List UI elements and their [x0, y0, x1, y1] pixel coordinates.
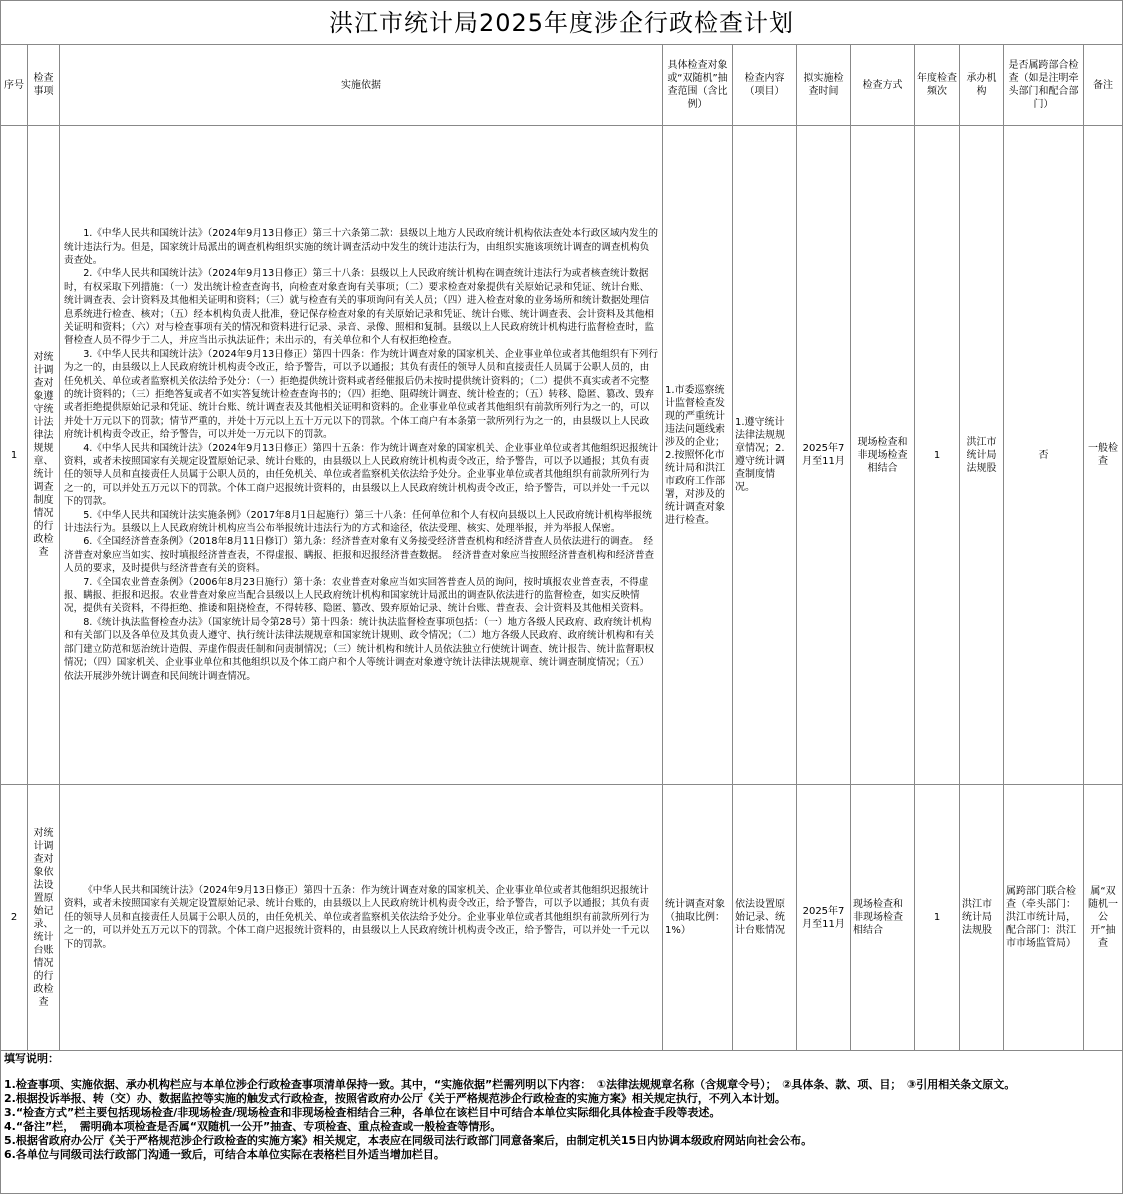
notes-title: 填写说明：: [4, 1052, 59, 1065]
header-method: 检查方式: [851, 45, 915, 126]
header-row: [1, 45, 1123, 126]
basis-paragraph: 8.《统计执法监督检查办法》（国家统计局令第28号）第十四条：统计执法监督检查事项包括：（一）地方各级人民政府、政府统计机构和有关部门以及各单位及其负责人遵守、执行统计法律法规规章和国家统计规则、政令情况；（二）地方各级人民政府、政府统计机构和有关部门建立防范和惩治统计造假、弄虚作假责任制和问责制情况；（三）统计机构和统计人员依法独立行使统计调查、统计报告、统计监督职权情况；（四）国家机关、企业事业单位和其他组织以及个体工商户和个人等统计调查对象遵守统计法律法规规章、统计调查制度情况；（五）依法开展涉外统计调查和民间统计调查情况。: [64, 616, 655, 682]
row-method: 现场检查和非现场检查相结合: [851, 785, 915, 1051]
row-seq: 1: [1, 126, 28, 785]
note-item: 4.“备注”栏， 需明确本项检查是否属“双随机一公开”抽查、专项检查、重点检查或一般检查等情形。: [4, 1120, 502, 1133]
basis-paragraph: 《中华人民共和国统计法》（2024年9月13日修正）第四十五条：作为统计调查对象的国家机关、企业事业单位或者其他组织迟报统计资料，或者未按照国家有关规定设置原始记录、统计台账的，由县级以上人民政府统计机构责令改正，给予警告，可以予以通报；其负有责任的领导人员和直接责任人员属于公职人员的，由任免机关、单位或者监察机关依法给予处分。企业事业单位或者其他组织有前款所列行为之一的，可以并处五万元以下的罚款。个体工商户迟报统计资料的，由县级以上人民政府统计机构责令改正，给予警告，可以并处一千元以下的罚款。: [64, 884, 650, 950]
note-item: 6.各单位与同级司法行政部门沟通一致后，可结合本单位实际在表格栏目外适当增加栏目。: [4, 1148, 445, 1161]
note-item: 2.根据投诉举报、转（交）办、数据监控等实施的触发式行政检查，按照省政府办公厅《关于严格规范涉企行政检查的实施方案》相关规定执行，不列入本计划。: [4, 1092, 786, 1105]
row-cross-department: 属跨部门联合检查（牵头部门：洪江市统计局，配合部门：洪江市市场监管局）: [1004, 785, 1084, 1051]
row-organization: 洪江市统计局法规股: [960, 126, 1004, 785]
header-item: 检查事项: [28, 45, 60, 126]
row-method: 现场检查和非现场检查相结合: [851, 126, 915, 785]
table-row: [1, 785, 1123, 1051]
row-content: 依法设置原始记录、统计台账情况: [733, 785, 797, 1051]
row-time: 2025年7月至11月: [797, 126, 851, 785]
filling-notes: [0, 1048, 1123, 1194]
header-content: 检查内容（项目）: [733, 45, 797, 126]
basis-paragraph: 2.《中华人民共和国统计法》（2024年9月13日修正）第三十八条：县级以上人民政府统计机构在调查统计违法行为或者核查统计数据时，有权采取下列措施：（一）发出统计检查查询书，向检查对象查询有关事项；（二）要求检查对象提供有关原始记录和凭证、统计台账、统计调查表、会计资料及其他相关证明和资料；（三）就与检查有关的事项询问有关人员；（四）进入检查对象的业务场所和统计数据处理信息系统进行检查、核对；（五）经本机构负责人批准，登记保存检查对象的有关原始记录和凭证、统计台账、统计调查表、会计资料及其他相关证明和资料；（六）对与检查事项有关的情况和资料进行记录、录音、录像、照相和复制。县级以上人民政府统计机构进行监督检查时，监督检查人员不得少于二人，并应当出示执法证件；未出示的，有关单位和个人有权拒绝检查。: [64, 268, 655, 347]
header-scope: 具体检查对象或“双随机”抽查范围（含比例）: [663, 45, 733, 126]
row-content: 1.遵守统计法律法规规章情况；2.遵守统计调查制度情况。: [733, 126, 797, 785]
row-scope: 1.市委巡察统计监督检查发现的严重统计违法问题线索涉及的企业；2.按照怀化市统计局和洪江市政府工作部署，对涉及的统计调查对象进行检查。: [663, 126, 733, 785]
header-basis: 实施依据: [60, 45, 663, 126]
basis-paragraph: 1.《中华人民共和国统计法》（2024年9月13日修正）第三十六条第二款：县级以上地方人民政府统计机构依法查处本行政区域内发生的统计违法行为。但是，国家统计局派出的调查机构组织实施的统计调查活动中发生的统计违法行为，由组织实施该项统计调查的调查机构负责查处。: [64, 228, 658, 266]
basis-paragraph: 3.《中华人民共和国统计法》（2024年9月13日修正）第四十四条：作为统计调查对象的国家机关、企业事业单位或者其他组织有下列行为之一的，由县级以上人民政府统计机构责令改正，给予警告，可以予以通报；其负有责任的领导人员和直接责任人员属于公职人员的，由任免机关、单位或者监察机关依法给予处分：（一）拒绝提供统计资料或者经催报后仍未按时提供统计资料的；（二）提供不真实或者不完整的统计资料的；（三）拒绝答复或者不如实答复统计检查查询书的；（四）拒绝、阻碍统计调查、统计检查的；（五）转移、隐匿、篡改、毁弃或者拒绝提供原始记录和凭证、统计台账、统计调查表及其他相关证明和资料的。企业事业单位或者其他组织有前款所列行为之一的，可以并处十万元以下的罚款；情节严重的，并处十万元以上五十万元以下的罚款。个体工商户有本条第一款所列行为之一的，由县级以上人民政府统计机构责令改正，给予警告，可以并处一万元以下的罚款。: [64, 348, 658, 441]
header-remark: 备注: [1084, 45, 1123, 126]
row-organization: 洪江市统计局法规股: [960, 785, 1004, 1051]
row-basis: [60, 785, 663, 1051]
row-seq: 2: [1, 785, 28, 1051]
row-remark: 属“双随机一公开”抽查: [1084, 785, 1123, 1051]
page-title: 洪江市统计局2025年度涉企行政检查计划: [0, 0, 1123, 45]
header-seq: 序号: [1, 45, 28, 126]
row-item: 对统计调查对象遵守统计法律法规规章、统计调查制度情况的行政检查: [28, 126, 60, 785]
note-item: 5.根据省政府办公厅《关于严格规范涉企行政检查的实施方案》相关规定，本表应在同级司法行政部门同意备案后，由制定机关15日内协调本级政府网站向社会公布。: [4, 1134, 813, 1147]
header-frequency: 年度检查频次: [915, 45, 960, 126]
notes-list: [1, 1078, 1122, 1162]
row-frequency: 1: [915, 126, 960, 785]
basis-paragraph: 6.《全国经济普查条例》（2018年8月11日修订）第九条：经济普查对象有义务接受经济普查机构和经济普查人员依法进行的调查。 经济普查对象应当如实、按时填报经济普查表，不得虚报、瞒报、拒报和迟报经济普查数据。 经济普查对象应当按照经济普查机构和经济普查人员的要求，及时提供与经济普查有关的资料。: [64, 536, 655, 575]
note-item: 1.检查事项、实施依据、承办机构栏应与本单位涉企行政检查事项清单保持一致。其中，“实施依据”栏需列明以下内容： ①法律法规规章名称（含规章令号）； ②具体条、款、项、目； ③引用相关条文原文。: [4, 1078, 1016, 1091]
row-basis: [60, 126, 663, 785]
header-cross-department: 是否属跨部合检查（如是注明牵头部门和配合部门）: [1004, 45, 1084, 126]
note-item: 3.“检查方式”栏主要包括现场检查/非现场检查/现场检查和非现场检查相结合三种，各单位在该栏目中可结合本单位实际细化具体检查手段等表述。: [4, 1106, 721, 1119]
row-frequency: 1: [915, 785, 960, 1051]
plan-table: [0, 44, 1123, 1051]
header-organization: 承办机构: [960, 45, 1004, 126]
basis-paragraph: 4.《中华人民共和国统计法》（2024年9月13日修正）第四十五条：作为统计调查对象的国家机关、企业事业单位或者其他组织迟报统计资料，或者未按照国家有关规定设置原始记录、统计台账的，由县级以上人民政府统计机构责令改正，给予警告，可以予以通报；其负有责任的领导人员和直接责任人员属于公职人员的，由任免机关、单位或者监察机关依法给予处分。企业事业单位或者其他组织有前款所列行为之一的，可以并处五万元以下的罚款。个体工商户迟报统计资料的，由县级以上人民政府统计机构责令改正，给予警告，可以并处一千元以下的罚款。: [64, 442, 658, 508]
table-row: [1, 126, 1123, 785]
row-cross-department: 否: [1004, 126, 1084, 785]
row-remark: 一般检查: [1084, 126, 1123, 785]
row-item: 对统计调查对象依法设置原始记录、统计台账情况的行政检查: [28, 785, 60, 1051]
header-time: 拟实施检查时间: [797, 45, 851, 126]
basis-paragraph: 7.《全国农业普查条例》（2006年8月23日施行）第十条：农业普查对象应当如实回答普查人员的询问，按时填报农业普查表，不得虚报、瞒报、拒报和迟报。农业普查对象应当配合县级以上人民政府统计机构和国家统计局派出的调查队依法进行的监督检查，如实反映情况，提供有关资料，不得拒绝、推诿和阻挠检查，不得转移、隐匿、篡改、毁弃原始记录、统计台账、普查表、会计资料及其他相关资料。: [64, 576, 650, 615]
row-scope: 统计调查对象（抽取比例：1%）: [663, 785, 733, 1051]
row-time: 2025年7月至11月: [797, 785, 851, 1051]
basis-paragraph: 5.《中华人民共和国统计法实施条例》（2017年8月1日起施行）第三十八条：任何单位和个人有权向县级以上人民政府统计机构举报统计违法行为。县级以上人民政府统计机构应当公布举报统计违法行为的方式和途径，依法受理、核实、处理举报，并为举报人保密。: [64, 509, 652, 535]
